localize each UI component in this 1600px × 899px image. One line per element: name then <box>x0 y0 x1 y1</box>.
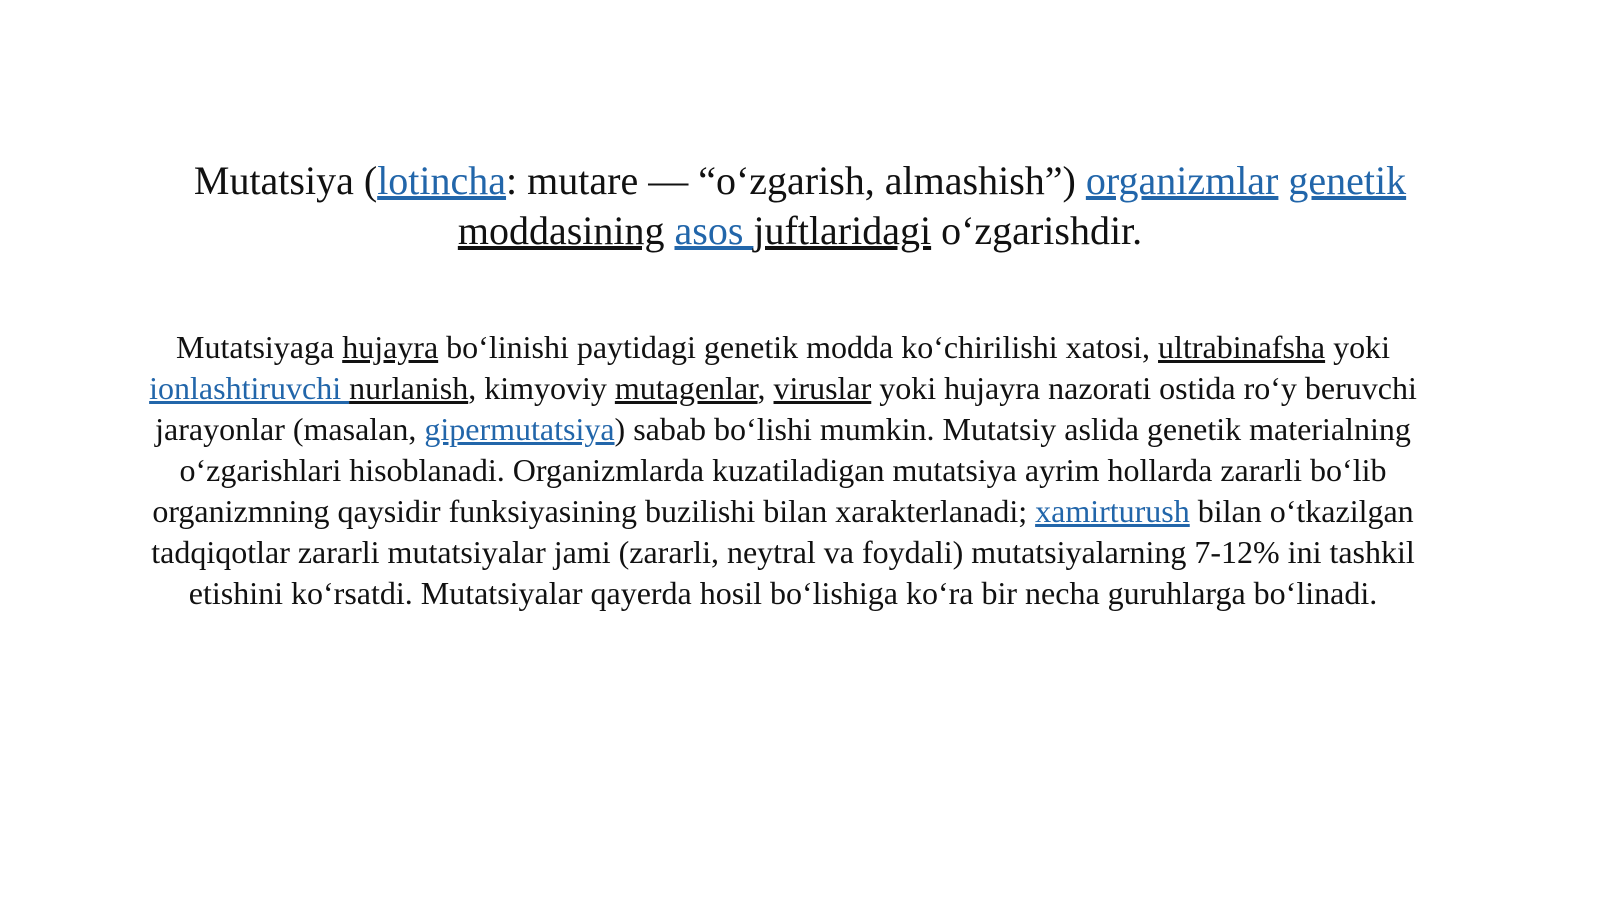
body-text-6: yoki hujayra nazorati ostida ro‘y beruvchi jarayonlar (masalan, <box>155 370 1417 447</box>
title-text-3 <box>1278 158 1288 203</box>
link-juftlaridagi[interactable]: juftlaridagi <box>753 208 932 253</box>
link-ionlashtiruvchi[interactable]: ionlashtiruvchi <box>149 370 350 406</box>
body-paragraph <box>128 327 1438 614</box>
body-text-7: ) sabab bo‘lishi mumkin. Mutatsiy aslida genetik materialning o‘zgarishlari hisoblanadi. Organizmlarda kuzatiladigan mutatsiya ayrim hollarda zararli bo‘lib organizmning qaysidir funksiyasining buzilishi bilan xarakterlanadi; <box>152 411 1411 529</box>
link-mutagenlar[interactable]: mutagenlar <box>614 370 758 406</box>
body-text-3: yoki <box>1325 329 1390 365</box>
body-text-4: , kimyoviy <box>468 370 615 406</box>
link-ultrabinafsha[interactable]: ultrabinafsha <box>1158 329 1326 365</box>
body-text-2: bo‘linishi paytidagi genetik modda ko‘chirilishi xatosi, <box>438 329 1159 365</box>
title-text-2: : mutare — “o‘zgarish, almashish”) <box>506 158 1086 203</box>
link-organizmlar[interactable]: organizmlar <box>1085 158 1279 203</box>
link-gipermutatsiya[interactable]: gipermutatsiya <box>424 411 615 447</box>
link-lotincha[interactable]: lotincha <box>377 158 507 203</box>
link-viruslar[interactable]: viruslar <box>773 370 872 406</box>
body-text-5: , <box>757 370 774 406</box>
title-text-1: Mutatsiya ( <box>193 158 378 203</box>
body-text-8: bilan o‘tkazilgan tadqiqotlar zararli mutatsiyalar jami (zararli, neytral va foydali) mutatsiyalarning 7-12% ini tashkil etishini ko‘rsatdi. Mutatsiyalar qayerda hosil bo‘lishiga ko‘ra bir necha guruhlarga bo‘linadi. <box>151 493 1415 611</box>
link-xamirturush[interactable]: xamirturush <box>1035 493 1190 529</box>
link-moddasining[interactable]: moddasining <box>457 208 665 253</box>
title-text-4 <box>665 208 675 253</box>
slide-title <box>130 156 1470 256</box>
body-text-1: Mutatsiyaga <box>176 329 343 365</box>
link-hujayra[interactable]: hujayra <box>342 329 439 365</box>
title-text-5: o‘zgarishdir. <box>931 208 1143 253</box>
link-genetik[interactable]: genetik <box>1288 158 1407 203</box>
link-asos[interactable]: asos <box>674 208 754 253</box>
link-nurlanish[interactable]: nurlanish <box>349 370 469 406</box>
